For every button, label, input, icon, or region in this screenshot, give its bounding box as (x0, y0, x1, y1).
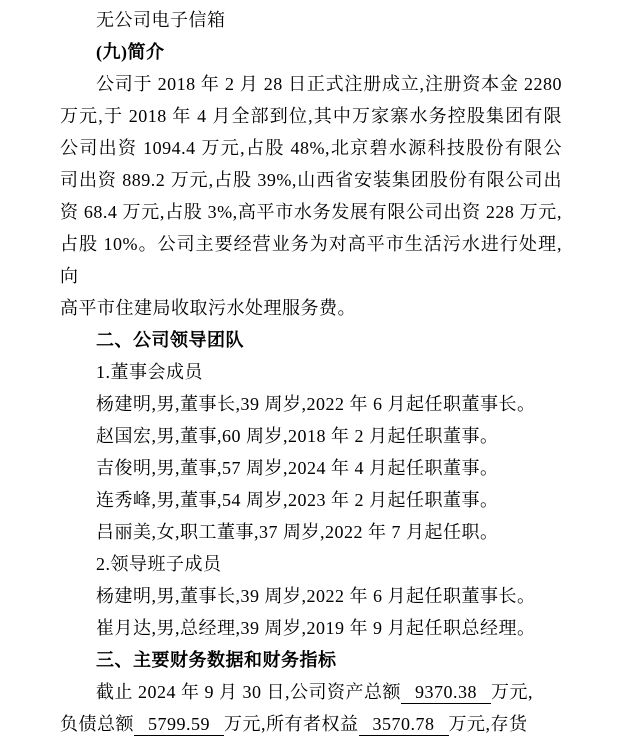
board-member-1 (60, 388, 562, 420)
subheading-board-members (60, 356, 562, 388)
heading-section-3-financials (60, 644, 562, 676)
underlined-blank-value: 5799.59 (134, 713, 224, 736)
text-run: 杨建明,男,董事长,39 周岁,2022 年 6 月起任职董事长。 (96, 586, 536, 606)
document-body (60, 4, 562, 740)
text-run: 万元,存货 (448, 714, 528, 734)
text-run: 万元, (491, 682, 533, 702)
text-run: 连秀峰,男,董事,54 周岁,2023 年 2 月起任职董事。 (96, 490, 499, 510)
leader-1 (60, 580, 562, 612)
text-run: 1.董事会成员 (96, 362, 203, 382)
text-run: 万元,所有者权益 (224, 714, 359, 734)
text-run: 公司于 2018 年 2 月 28 日正式注册成立,注册资本金 2280 (96, 74, 562, 94)
text-run: 吕丽美,女,职工董事,37 周岁,2022 年 7 月起任职。 (96, 522, 499, 542)
text-run: (九)简介 (96, 42, 165, 62)
financial-line-2 (60, 708, 562, 740)
text-run: 崔月达,男,总经理,39 周岁,2019 年 9 月起任职总经理。 (96, 618, 536, 638)
paragraph-intro-line-4 (60, 164, 562, 196)
underlined-blank-value: 9370.38 (401, 681, 491, 704)
text-run: 杨建明,男,董事长,39 周岁,2022 年 6 月起任职董事长。 (96, 394, 536, 414)
subheading-leadership-team (60, 548, 562, 580)
board-member-3 (60, 452, 562, 484)
paragraph-intro-line-5 (60, 196, 562, 228)
text-run: 公司出资 1094.4 万元,占股 48%,北京碧水源科技股份有限公 (60, 138, 562, 158)
financial-line-1 (60, 676, 562, 708)
board-member-4 (60, 484, 562, 516)
text-run: 司出资 889.2 万元,占股 39%,山西省安装集团股份有限公司出 (60, 170, 562, 190)
text-run: 万元,于 2018 年 4 月全部到位,其中万家寨水务控股集团有限 (60, 106, 562, 126)
text-run: 2.领导班子成员 (96, 554, 222, 574)
text-run: 赵国宏,男,董事,60 周岁,2018 年 2 月起任职董事。 (96, 426, 499, 446)
paragraph-intro-line-3 (60, 132, 562, 164)
text-run: 吉俊明,男,董事,57 周岁,2024 年 4 月起任职董事。 (96, 458, 499, 478)
paragraph-intro-line-6 (60, 228, 562, 292)
text-run: 截止 2024 年 9 月 30 日,公司资产总额 (96, 682, 401, 702)
underlined-blank-value: 3570.78 (359, 713, 449, 736)
board-member-2 (60, 420, 562, 452)
text-run: 高平市住建局收取污水处理服务费。 (60, 298, 356, 318)
text-run: 资 68.4 万元,占股 3%,高平市水务发展有限公司出资 228 万元, (60, 202, 562, 222)
paragraph-intro-line-2 (60, 100, 562, 132)
text-run: 无公司电子信箱 (96, 10, 226, 30)
paragraph-intro-line-1 (60, 68, 562, 100)
text-run: 负债总额 (60, 714, 134, 734)
paragraph-intro-line-7 (60, 292, 562, 324)
text-run: 占股 10%。公司主要经营业务为对高平市生活污水进行处理,向 (60, 234, 562, 286)
board-member-5 (60, 516, 562, 548)
leader-2 (60, 612, 562, 644)
heading-section-2-leadership (60, 324, 562, 356)
heading-section-9-intro (60, 36, 562, 68)
line-no-email (60, 4, 562, 36)
text-run: 三、主要财务数据和财务指标 (96, 650, 337, 670)
text-run: 二、公司领导团队 (96, 330, 244, 350)
